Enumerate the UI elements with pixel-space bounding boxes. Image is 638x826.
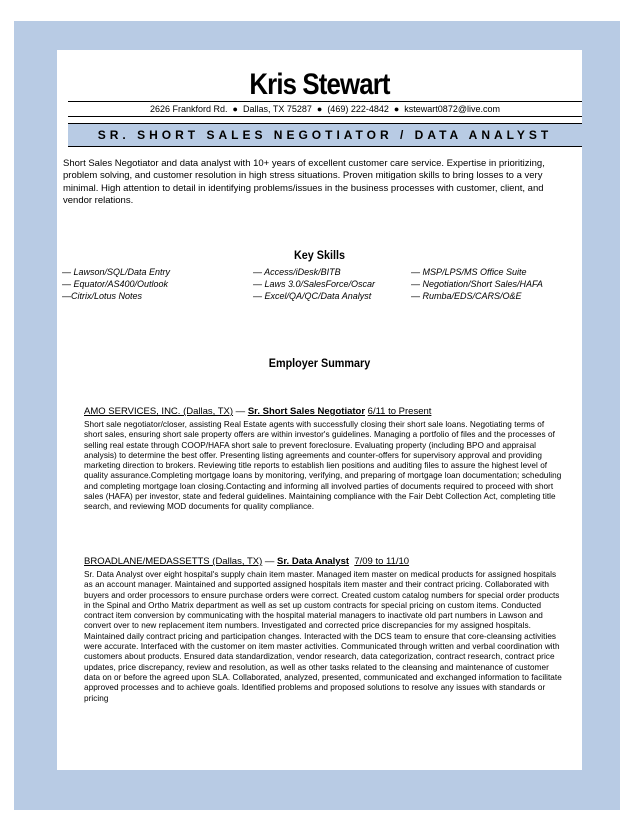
header-rule-bottom: [68, 116, 582, 117]
bullet-separator: ●: [393, 104, 400, 114]
skills-column: [62, 266, 170, 302]
resume-page: [57, 50, 582, 770]
job-title-bar: SR. SHORT SALES NEGOTIATOR / DATA ANALYST: [68, 123, 582, 147]
address: 2626 Frankford Rd.: [150, 104, 228, 114]
skill-item: — Laws 3.0/SalesForce/Oscar: [253, 279, 376, 289]
job-header: [84, 406, 562, 418]
job-separator: —: [233, 406, 248, 417]
job-company: AMO SERVICES, INC. (Dallas, TX): [84, 406, 234, 417]
skill-item: — Lawson/SQL/Data Entry: [62, 267, 171, 277]
skills-column: [253, 266, 375, 302]
contact-line: [68, 102, 582, 116]
candidate-name: Kris Stewart: [249, 68, 390, 101]
bullet-separator: ●: [316, 104, 323, 114]
skill-item: — MSP/LPS/MS Office Suite: [411, 267, 527, 277]
job-description: Short sale negotiator/closer, assisting Real Estate agents with successfully closing their short sale loans. Negotiating terms of short sales, ensuring short sale property offers are within investor's guidelines. Managing a portfolio of files and the processes of selling real estate through COOP/HAFA short sale to prevent foreclosure. Evaluating property (including BPO and appraisal analysis) to determine the best offer. Presenting listing agreements and counter-offers for supervisory approval and providing marketing direction to brokers. Reviewing title reports to establish lien positions and auditing files to assure the highest level of quality assurance.Completing mortgage loans by monitoring, verifying, and preparing of mortgage loan documentation; scheduling and completing mortgage loan closing.Contacting and informing all involved parties of documents required to proceed with short sales (HAFA) per investor, state and federal guidelines. Maintaining compliance with the Fair Debt Collection Act, completing title search, and reviewing MOD documents for quality compliance.: [84, 420, 562, 512]
employment-heading: Employer Summary: [268, 356, 371, 370]
skills-heading: Key Skills: [293, 248, 346, 262]
skill-item: — Negotiation/Short Sales/HAFA: [411, 279, 543, 289]
skill-item: —Citrix/Lotus Notes: [62, 291, 143, 301]
skill-item: — Equator/AS400/Outlook: [62, 279, 169, 289]
professional-summary: Short Sales Negotiator and data analyst with 10+ years of excellent customer care service. Expertise in prioritizing, problem solving, and customer resolution in high stress situations. Proven mitigation skills to bring losses to a very minimal. High attention to detail in identifying problems/issues in the business processes with customer, client, and vendor relations.: [63, 158, 545, 206]
phone: (469) 222-4842: [327, 104, 389, 114]
skills-column: [411, 266, 543, 302]
job-dates: 6/11 to Present: [367, 406, 432, 417]
bullet-separator: ●: [232, 104, 238, 114]
job-role: Sr. Data Analyst: [277, 556, 350, 567]
skill-item: — Rumba/EDS/CARS/O&E: [411, 291, 522, 301]
job-separator: —: [262, 556, 278, 567]
skill-item: — Excel/QA/QC/Data Analyst: [253, 291, 372, 301]
email: kstewart0872@live.com: [404, 104, 500, 114]
job-company: BROADLANE/MEDASSETTS (Dallas, TX): [84, 556, 263, 567]
job-description: Sr. Data Analyst over eight hospital's supply chain item master. Managed item master on medical products for assigned hospitals as an account manager. Maintained and supported assigned hospitals item master and their contract pricing. Collaborated with buyers and order processors to ensure purchase orders were correct. Created custom catalog numbers for special order products in the Spinal and Ortho Matrix department as well as set up custom contracts for special pricing on custom items. Conducted contract item conversion by communicating with the hospital material managers to inactivate old part numbers in Lawson and convert over to new replacement item numbers. Investigated and corrected price discrepancies for my assigned hospitals. Maintained daily contract pricing and participation changes. Interacted with the DCS team to ensure that core-cleansing activities were accurate. Interfaced with the customer on item master activities. Communicated through written and verbal coordination with customers about products. Ensured data standardization, vendor research, data categorization, contract research, contract price updates, price discrepancy, review and resolution, as well as other tasks related to the cleansing and maintenance of customer data on or before the agreed upon SLA. Collaborated, analyzed, presented, communicated and exchanged information to facilitate approved processes and to achieve goals. Identified problems and proposed solutions to resolve any issues with standards or pricing: [84, 570, 562, 703]
skill-item: — Access/iDesk/BITB: [253, 267, 341, 277]
job-entry: [84, 406, 562, 513]
job-entry: [84, 556, 562, 704]
city: Dallas, TX 75287: [242, 104, 312, 114]
job-dates: 7/09 to 11/10: [354, 556, 410, 567]
job-header: [84, 556, 562, 568]
job-role: Sr. Short Sales Negotiator: [247, 406, 366, 417]
